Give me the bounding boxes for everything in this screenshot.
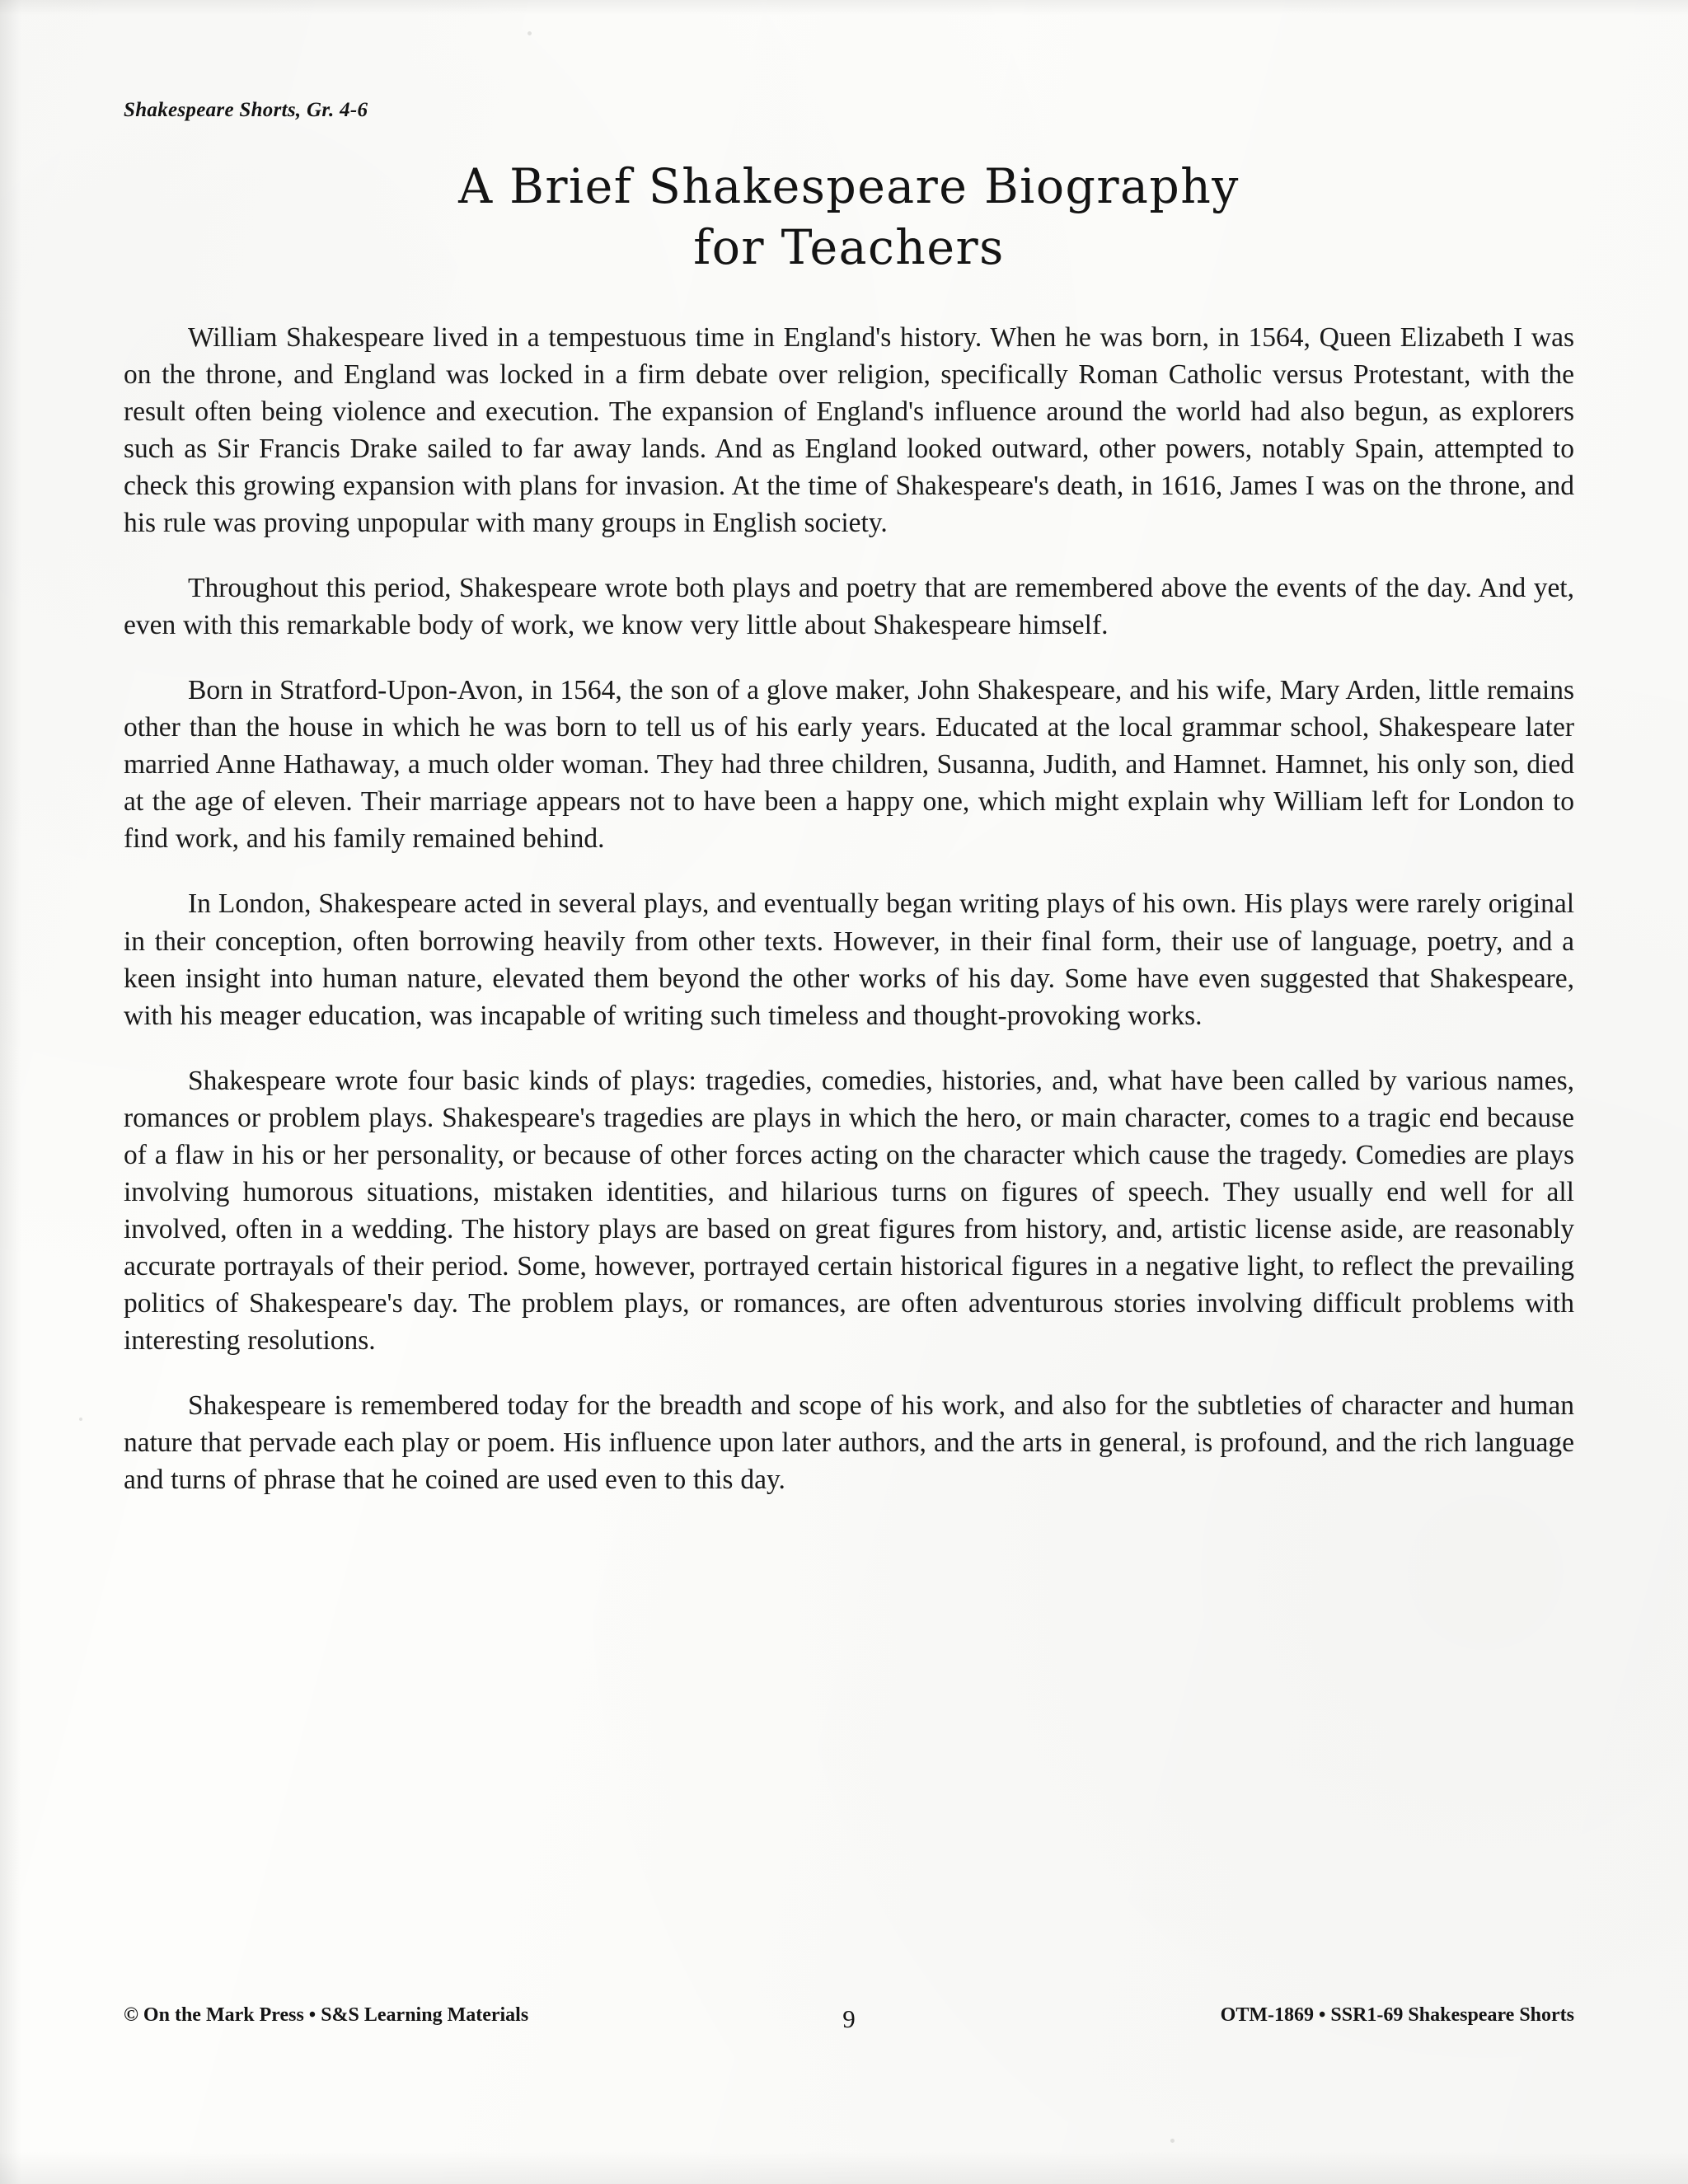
scan-speck	[528, 31, 532, 35]
page-title-line-1: A Brief Shakespeare Biography	[458, 158, 1240, 214]
scan-edge-shadow-top	[0, 0, 1688, 15]
paragraph: Shakespeare wrote four basic kinds of plays: tragedies, comedies, histories, and, what have been called by various names, romances or problem plays. Shakespeare's tragedies are plays in which the hero, or main character, comes to a tragic end because of a flaw in his or her personality, or because of other forces acting on the character which cause the tragedy. Comedies are plays involving humorous situations, mistaken identities, and hilarious turns on figures of speech. They usually end well for all involved, often in a wedding. The history plays are based on great figures from history, and, artistic license aside, are reasonably accurate portrayals of their period. Some, however, portrayed certain historical figures in a negative light, to reflect the prevailing politics of Shakespeare's day. The problem plays, or romances, are often adventurous stories involving difficult problems with interesting resolutions.	[124, 1065, 1574, 1356]
page-title-line-2: for Teachers	[693, 219, 1005, 276]
scan-speck	[1170, 2139, 1175, 2143]
footer-copyright: © On the Mark Press • S&S Learning Materials	[124, 2004, 529, 2026]
page-footer	[124, 2004, 1574, 2033]
scan-speck	[79, 1418, 82, 1421]
paragraph: William Shakespeare lived in a tempestuous time in England's history. When he was born, in 1564, Queen Elizabeth I was on the throne, and England was locked in a firm debate over religion, specifically Roman Catholic versus Protestant, with the result often being violence and execution. The expansion of England's influence around the world had also begun, as explorers such as Sir Francis Drake sailed to far away lands. And as England looked outward, other powers, notably Spain, attempted to check this growing expansion with plans for invasion. At the time of Shakespeare's death, in 1616, James I was on the throne, and his rule was proving unpopular with many groups in English society.	[124, 321, 1574, 539]
page-title	[231, 158, 1467, 276]
body-text	[124, 319, 1574, 1498]
scan-edge-shadow-bottom	[0, 2151, 1688, 2184]
document-content	[124, 99, 1574, 1498]
paragraph: Throughout this period, Shakespeare wrote both plays and poetry that are remembered above the events of the day. And yet, even with this remarkable body of work, we know very little about Shakespeare himself.	[124, 573, 1574, 641]
paragraph: Born in Stratford-Upon-Avon, in 1564, the son of a glove maker, John Shakespeare, and his wife, Mary Arden, little remains other than the house in which he was born to tell us of his early years. Educated at the local grammar school, Shakespeare later married Anne Hathaway, a much older woman. They had three children, Susanna, Judith, and Hamnet. Hamnet, his only son, died at the age of eleven. Their marriage appears not to have been a happy one, which might explain why William left for London to find work, and his family remained behind.	[124, 675, 1574, 855]
running-head: Shakespeare Shorts, Gr. 4-6	[124, 99, 368, 121]
paragraph: Shakespeare is remembered today for the breadth and scope of his work, and also for the subtleties of character and human nature that pervade each play or poem. His influence upon later authors, and the arts in general, is profound, and the rich language and turns of phrase that he coined are used even to this day.	[124, 1390, 1574, 1496]
scan-edge-shadow-left	[0, 0, 21, 2184]
footer-product-code: OTM-1869 • SSR1-69 Shakespeare Shorts	[1220, 2004, 1574, 2026]
page-number: 9	[842, 2004, 856, 2033]
paragraph: In London, Shakespeare acted in several plays, and eventually began writing plays of his own. His plays were rarely original in their conception, often borrowing heavily from other texts. However, in their final form, their use of language, poetry, and a keen insight into human nature, elevated them beyond the other works of his day. Some have even suggested that Shakespeare, with his meager education, was incapable of writing such timeless and thought-provoking works.	[124, 888, 1574, 1031]
